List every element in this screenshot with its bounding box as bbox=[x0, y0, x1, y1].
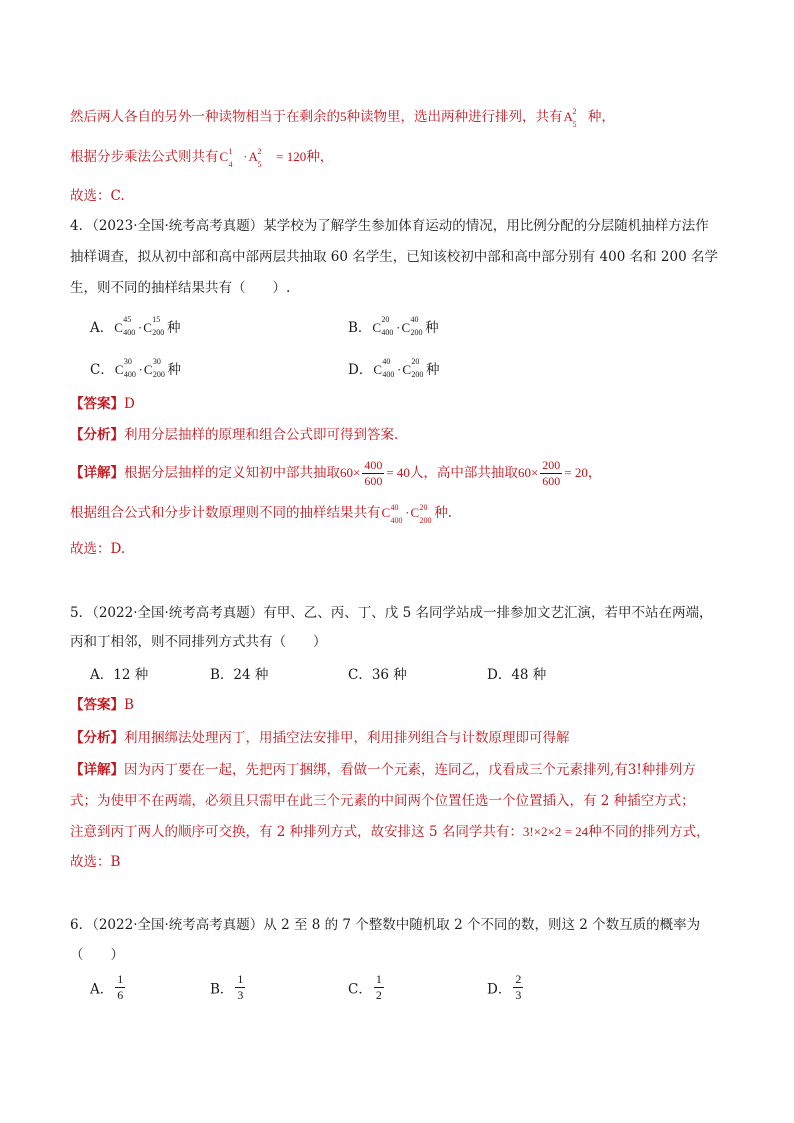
fraction bbox=[362, 458, 384, 489]
comb-sup: 40 bbox=[390, 503, 399, 512]
detail-text: 根据分层抽样的定义知初中部共抽取 bbox=[124, 465, 340, 481]
analysis-text: 利用捆绑法处理丙丁，用插空法安排甲，利用排列组合与计数原理即可得解 bbox=[124, 730, 570, 746]
detail-text: 人，高中部共抽取 bbox=[409, 465, 518, 481]
perm-base: A bbox=[563, 109, 573, 124]
option-label: B． bbox=[210, 981, 234, 998]
permutation-symbol bbox=[564, 107, 587, 127]
comb-sup: 45 bbox=[123, 315, 132, 324]
comb-sup: 20 bbox=[411, 357, 420, 366]
q4-option-c[interactable] bbox=[90, 358, 181, 378]
analysis-tag: 【分析】 bbox=[70, 730, 124, 746]
fraction bbox=[374, 972, 384, 1003]
q3-solution-line-2 bbox=[70, 147, 333, 167]
comb-sup: 1 bbox=[228, 147, 233, 156]
q4-stem-line-2: 抽样调查，拟从初中部和高中部两层共抽取 60 名学生，已知该校初中部和高中部分别有 400 名和 200 名学 bbox=[70, 249, 718, 265]
comb-sub: 400 bbox=[382, 370, 395, 379]
q4-analysis bbox=[70, 425, 398, 445]
option-label: C． bbox=[348, 981, 372, 998]
q4-detail-line-2 bbox=[70, 503, 452, 523]
q4-option-d[interactable] bbox=[348, 358, 440, 378]
option-label: D． bbox=[487, 981, 512, 998]
q6-stem-line-1: 6．（2022·全国·统考高考真题）从 2 至 8 的 7 个整数中随机取 2 个不同的数，则这 2 个数互质的概率为 bbox=[70, 917, 701, 933]
q3-text: 种， bbox=[587, 109, 615, 125]
comb-sub: 400 bbox=[123, 328, 136, 337]
combination-symbol bbox=[114, 357, 138, 379]
detail-text: 根据组合公式和分步计数原理则不同的抽样结果共有 bbox=[70, 505, 381, 521]
perm-sup: 2 bbox=[257, 147, 262, 156]
denominator: 3 bbox=[237, 988, 244, 1002]
q5-stem-line-1: 5．（2022·全国·统考高考真题）有甲、乙、丙、丁、戊 5 名同学站成一排参加文艺汇演，若甲不站在两端， bbox=[70, 605, 713, 621]
comb-base: C bbox=[143, 320, 152, 335]
q3-choose: 故选：C. bbox=[70, 188, 125, 204]
q3-text: 种， bbox=[306, 149, 334, 165]
numerator: 1 bbox=[237, 972, 244, 986]
comb-sup: 20 bbox=[419, 503, 428, 512]
comb-base: C bbox=[401, 320, 411, 335]
q5-analysis bbox=[70, 728, 570, 748]
formula-part: 60× bbox=[517, 465, 539, 480]
comb-base: C bbox=[114, 362, 124, 377]
comb-base: C bbox=[410, 505, 420, 520]
comb-base: C bbox=[372, 320, 382, 335]
comb-sub: 200 bbox=[410, 328, 423, 337]
combination-symbol bbox=[143, 357, 167, 379]
option-unit: 种 bbox=[167, 362, 182, 378]
q5-option-a[interactable]: A．12 种 bbox=[90, 667, 149, 683]
equation: = 120 bbox=[272, 149, 307, 164]
comb-sub: 400 bbox=[381, 328, 394, 337]
answer-value: D bbox=[124, 396, 135, 412]
comb-base: C bbox=[381, 505, 391, 520]
option-unit: 种 bbox=[425, 320, 439, 336]
denominator: 2 bbox=[375, 988, 382, 1002]
q5-choose: 故选：B bbox=[70, 854, 121, 870]
analysis-text: 利用分层抽样的原理和组合公式即可得到答案. bbox=[124, 427, 399, 443]
denominator: 600 bbox=[364, 474, 383, 488]
detail-text: 注意到丙丁两人的顺序可交换，有 2 种排列方式，故安排这 5 名同学共有： bbox=[70, 824, 523, 840]
option-label: B． bbox=[348, 320, 372, 336]
q4-option-b[interactable] bbox=[348, 316, 439, 336]
comb-base: C bbox=[114, 320, 123, 335]
q4-choose: 故选：D. bbox=[70, 541, 126, 557]
comb-sub: 4 bbox=[228, 160, 233, 169]
comb-base: C bbox=[402, 362, 412, 377]
detail-text: 种. bbox=[434, 505, 452, 521]
comb-base: C bbox=[219, 149, 229, 164]
q5-option-c[interactable]: C．36 种 bbox=[348, 667, 407, 683]
option-label: C． bbox=[90, 362, 114, 378]
q5-detail-line-1 bbox=[70, 760, 696, 780]
formula-part: = 40 bbox=[386, 465, 410, 480]
formula-part: 60× bbox=[340, 465, 361, 480]
q6-stem-line-2: （ ） bbox=[70, 947, 124, 963]
fraction bbox=[513, 972, 523, 1003]
dot: · bbox=[138, 362, 143, 377]
perm-sup: 2 bbox=[572, 107, 577, 116]
formula-part: = 20 bbox=[564, 465, 588, 480]
dot: · bbox=[405, 505, 410, 520]
q6-option-d[interactable] bbox=[487, 972, 525, 1003]
comb-sub: 200 bbox=[152, 328, 165, 337]
answer-tag: 【答案】 bbox=[70, 396, 124, 412]
perm-sub: 5 bbox=[257, 160, 262, 169]
answer-tag: 【答案】 bbox=[70, 697, 124, 713]
combination-symbol bbox=[220, 147, 243, 167]
q6-option-c[interactable] bbox=[348, 972, 386, 1003]
q3-text: 然后两人各自的另外一种读物相当于在剩余的 bbox=[70, 109, 340, 125]
perm-sub: 5 bbox=[572, 120, 577, 129]
combination-symbol bbox=[401, 315, 424, 337]
comb-sup: 30 bbox=[152, 357, 161, 366]
q6-option-a[interactable] bbox=[90, 972, 127, 1003]
comb-sup: 15 bbox=[152, 315, 161, 324]
fraction bbox=[540, 458, 562, 489]
q3-solution-line-1 bbox=[70, 107, 615, 127]
detail-text: ， bbox=[587, 465, 602, 481]
q5-detail-line-2: 式；为使甲不在两端，必须且只需甲在此三个元素的中间两个位置任选一个位置插入，有 2 种插空方式； bbox=[70, 793, 695, 809]
detail-tag: 【详解】 bbox=[70, 465, 124, 481]
comb-base: C bbox=[143, 362, 153, 377]
combination-symbol bbox=[143, 315, 166, 337]
option-label: A． bbox=[90, 320, 114, 336]
numerator: 1 bbox=[375, 972, 382, 986]
denominator: 600 bbox=[542, 474, 561, 488]
perm-base: A bbox=[248, 149, 258, 164]
option-label: A． bbox=[90, 981, 114, 998]
q4-answer bbox=[70, 394, 135, 414]
dot: · bbox=[396, 320, 401, 335]
q4-option-a[interactable] bbox=[90, 316, 180, 336]
combination-symbol bbox=[114, 315, 137, 337]
option-unit: 种 bbox=[166, 320, 181, 336]
combination-symbol bbox=[372, 315, 395, 337]
numerator: 1 bbox=[117, 972, 124, 986]
detail-tag: 【详解】 bbox=[70, 762, 124, 778]
formula: 3!×2×2 = 24 bbox=[522, 824, 589, 839]
fraction bbox=[235, 972, 245, 1003]
q4-detail-line-1 bbox=[70, 458, 601, 489]
q3-text: 种读物里，选出两种进行排列，共有 bbox=[346, 109, 563, 125]
comb-sub: 400 bbox=[390, 516, 403, 525]
analysis-tag: 【分析】 bbox=[70, 427, 124, 443]
comb-sup: 30 bbox=[123, 357, 132, 366]
q4-stem-line-3: 生，则不同的抽样结果共有（ ）. bbox=[70, 280, 291, 296]
permutation-symbol bbox=[249, 147, 272, 167]
combination-symbol bbox=[402, 357, 425, 379]
q5-detail-line-3 bbox=[70, 822, 710, 842]
detail-text: 因为丙丁要在一起，先把丙丁捆绑，看做一个元素，连同乙，戊看成三个元素排列,有3!种排列方 bbox=[124, 762, 696, 778]
numerator: 400 bbox=[364, 458, 383, 472]
numerator: 200 bbox=[542, 458, 561, 472]
q5-option-d[interactable]: D．48 种 bbox=[487, 667, 547, 683]
q5-option-b[interactable]: B．24 种 bbox=[210, 667, 269, 683]
combination-symbol bbox=[373, 357, 396, 379]
option-unit: 种 bbox=[426, 362, 440, 378]
detail-text: 种不同的排列方式， bbox=[588, 824, 710, 840]
comb-sup: 40 bbox=[382, 357, 391, 366]
comb-base: C bbox=[373, 362, 382, 377]
dot: · bbox=[137, 320, 143, 335]
q4-stem-line-1: 4．（2023·全国·统考高考真题）某学校为了解学生参加体育运动的情况，用比例分配的分层随机抽样方法作 bbox=[70, 218, 709, 234]
fraction bbox=[115, 972, 125, 1003]
comb-sub: 200 bbox=[152, 370, 165, 379]
answer-value: B bbox=[124, 697, 134, 713]
option-label: D． bbox=[348, 362, 373, 378]
comb-sub: 200 bbox=[419, 516, 432, 525]
q5-answer bbox=[70, 695, 134, 715]
comb-sup: 20 bbox=[381, 315, 390, 324]
numerator: 2 bbox=[515, 972, 522, 986]
dot: · bbox=[243, 149, 248, 164]
combination-symbol bbox=[382, 503, 405, 523]
q3-number: 5 bbox=[340, 109, 347, 124]
combination-symbol bbox=[411, 503, 434, 523]
comb-sub: 400 bbox=[123, 370, 136, 379]
q3-text: 根据分步乘法公式则共有 bbox=[70, 149, 219, 165]
q6-option-b[interactable] bbox=[210, 972, 247, 1003]
denominator: 6 bbox=[117, 988, 124, 1002]
comb-sub: 200 bbox=[411, 370, 424, 379]
dot: · bbox=[397, 362, 402, 377]
q5-stem-line-2: 丙和丁相邻，则不同排列方式共有（ ） bbox=[70, 634, 327, 650]
comb-sup: 40 bbox=[410, 315, 419, 324]
denominator: 3 bbox=[515, 988, 522, 1002]
